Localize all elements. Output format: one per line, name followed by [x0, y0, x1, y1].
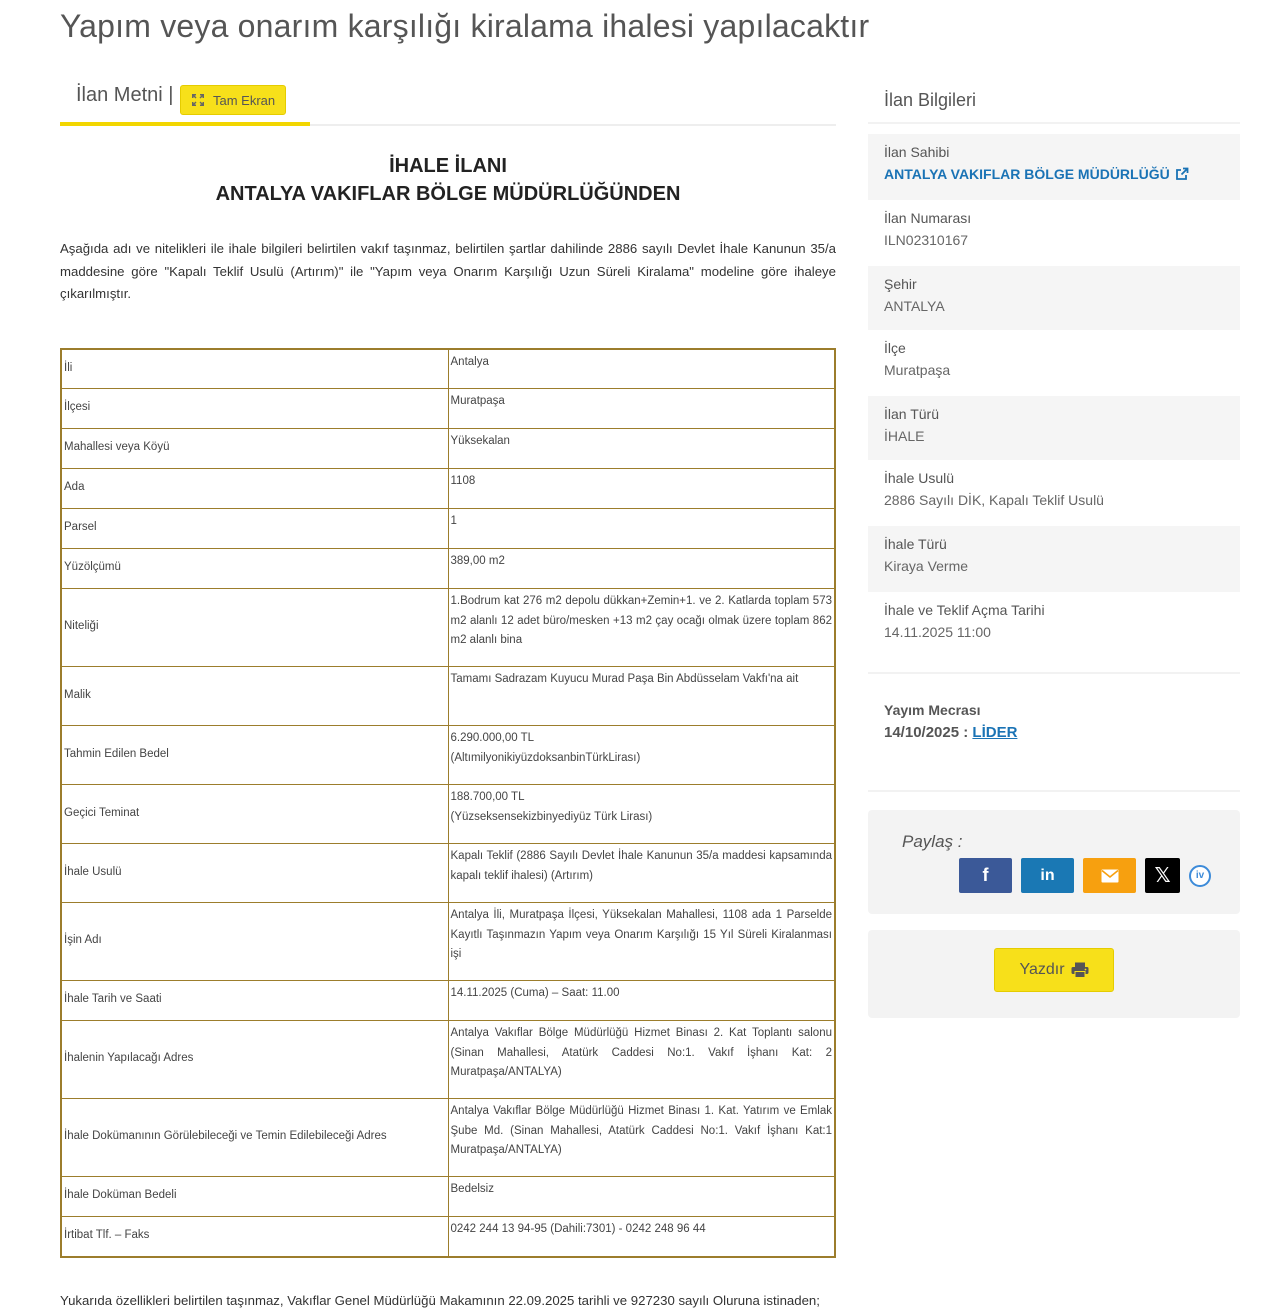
- announcement-panel: [60, 76, 836, 1311]
- table-row: [61, 844, 835, 903]
- page-title: Yapım veya onarım karşılığı kiralama ihalesi yapılacaktır: [60, 8, 870, 44]
- publication-date: 14/10/2025 :: [884, 724, 969, 741]
- row-value: Muratpaşa: [448, 389, 835, 429]
- row-label: İhale Tarih ve Saati: [61, 981, 448, 1021]
- share-label: Paylaş :: [902, 832, 963, 851]
- row-label: Ada: [61, 469, 448, 509]
- info-value: İHALE: [884, 428, 925, 444]
- table-row: [61, 549, 835, 589]
- row-value: Antalya İli, Muratpaşa İlçesi, Yüksekalan Mahallesi, 1108 ada 1 Parselde Kayıtlı Taşınmazın Yapım veya Onarım Karşılığı 15 Yıl Süreli Kiralanması işi: [448, 903, 835, 981]
- owner-link[interactable]: [884, 166, 1224, 182]
- linkedin-icon: in: [1040, 866, 1055, 884]
- linkedin-share-button[interactable]: [1021, 858, 1074, 893]
- info-value: ANTALYA: [884, 298, 945, 314]
- table-row: [61, 981, 835, 1021]
- row-value: 1: [448, 509, 835, 549]
- document-heading: [60, 152, 836, 208]
- row-label: İhale Dokümanının Görülebileceği ve Temin Edilebileceği Adres: [61, 1099, 448, 1177]
- table-row: [61, 469, 835, 509]
- sidebar-heading: İlan Bilgileri: [868, 76, 1240, 124]
- row-label: İşin Adı: [61, 903, 448, 981]
- info-label: İlan Numarası: [884, 210, 972, 226]
- owner-link-text: ANTALYA VAKIFLAR BÖLGE MÜDÜRLÜĞÜ: [884, 166, 1170, 182]
- info-item: [868, 592, 1240, 662]
- row-value: [448, 785, 835, 844]
- fullscreen-label: Tam Ekran: [213, 92, 276, 108]
- table-row: [61, 589, 835, 667]
- row-label: İhale Doküman Bedeli: [61, 1177, 448, 1217]
- row-label: İhale Usulü: [61, 844, 448, 903]
- row-value: Yüksekalan: [448, 429, 835, 469]
- facebook-share-button[interactable]: [959, 858, 1012, 893]
- external-link-icon: [1175, 167, 1189, 181]
- row-value-line2: (Yüzseksensekizbinyediyüz Türk Lirası): [450, 810, 653, 823]
- row-value: [448, 726, 835, 785]
- row-label: Malik: [61, 667, 448, 726]
- iv-icon: iv: [1195, 870, 1205, 881]
- table-row: [61, 349, 835, 389]
- document-heading-line1: İHALE İLANI: [389, 155, 507, 177]
- info-owner: [868, 134, 1240, 200]
- iv-share-button[interactable]: [1189, 865, 1211, 887]
- row-value: 1108: [448, 469, 835, 509]
- x-icon: 𝕏: [1154, 865, 1171, 887]
- row-label: İlçesi: [61, 389, 448, 429]
- table-row: [61, 1177, 835, 1217]
- table-row: [61, 509, 835, 549]
- share-box: [868, 810, 1240, 914]
- tab-bar: [60, 76, 836, 126]
- row-label: Niteliği: [61, 589, 448, 667]
- fullscreen-button[interactable]: [180, 85, 286, 115]
- table-row: [61, 1217, 835, 1257]
- table-row: [61, 1021, 835, 1099]
- row-label: Geçici Teminat: [61, 785, 448, 844]
- info-value: Muratpaşa: [884, 362, 951, 378]
- publication-row: [884, 724, 1224, 741]
- info-item: [868, 200, 1240, 266]
- print-label: Yazdır: [1019, 961, 1065, 978]
- tender-details-table: [60, 348, 836, 1258]
- table-row: [61, 1099, 835, 1177]
- row-value: 1.Bodrum kat 276 m2 depolu dükkan+Zemin+1. ve 2. Katlarda toplam 573 m2 alanlı 12 adet büro/mesken +13 m2 çay ocağı olmak üzere toplam 862 m2 alanlı bina: [448, 589, 835, 667]
- row-label: İli: [61, 349, 448, 389]
- email-share-button[interactable]: [1083, 858, 1136, 893]
- table-row: [61, 903, 835, 981]
- info-label: İhale Usulü: [884, 470, 955, 486]
- printer-icon: [1071, 962, 1089, 978]
- row-value: 0242 244 13 94-95 (Dahili:7301) - 0242 248 96 44: [448, 1217, 835, 1257]
- row-value: Bedelsiz: [448, 1177, 835, 1217]
- info-item: [868, 266, 1240, 330]
- share-buttons: [959, 858, 1211, 893]
- row-value: Kapalı Teklif (2886 Sayılı Devlet İhale Kanunun 35/a maddesi kapsamında kapalı teklif ihalesi) (Artırım): [448, 844, 835, 903]
- row-value-line2: (AltımilyonikiyüzdoksanbinTürkLirası): [450, 751, 641, 764]
- row-label: Yüzölçümü: [61, 549, 448, 589]
- table-row: [61, 667, 835, 726]
- info-label: İhale Türü: [884, 536, 947, 552]
- info-sidebar: [868, 76, 1240, 1018]
- info-value: 2886 Sayılı DİK, Kapalı Teklif Usulü: [884, 492, 1104, 508]
- info-item: [868, 330, 1240, 396]
- row-value: Antalya Vakıflar Bölge Müdürlüğü Hizmet Binası 1. Kat. Yatırım ve Emlak Şube Md. (Sinan Mahallesi, Atatürk Caddesi No:1. Vakıf İşhanı Kat:1 Muratpaşa/ANTALYA): [448, 1099, 835, 1177]
- row-value: Antalya: [448, 349, 835, 389]
- row-label: İhalenin Yapılacağı Adres: [61, 1021, 448, 1099]
- row-value: Antalya Vakıflar Bölge Müdürlüğü Hizmet Binası 2. Kat Toplantı salonu (Sinan Mahallesi, Atatürk Caddesi No:1. Vakıf İşhanı Kat: 2 Muratpaşa/ANTALYA): [448, 1021, 835, 1099]
- row-label: İrtibat Tlf. – Faks: [61, 1217, 448, 1257]
- intro-paragraph: Aşağıda adı ve nitelikleri ile ihale bilgileri belirtilen vakıf taşınmaz, belirtilen şartlar dahilinde 2886 sayılı Devlet İhale Kanunun 35/a maddesine göre "Kapalı Teklif Usulü (Artırım)" ile "Yapım veya Onarım Karşılığı Uzun Süreli Kiralama" modeline göre ihaleye çıkarılmıştır.: [60, 241, 836, 301]
- x-share-button[interactable]: [1145, 858, 1180, 893]
- facebook-icon: f: [982, 865, 989, 885]
- info-value: ILN02310167: [884, 232, 969, 248]
- row-label: Parsel: [61, 509, 448, 549]
- outro-paragraph: Yukarıda özellikleri belirtilen taşınmaz, Vakıflar Genel Müdürlüğü Makamının 22.09.2025 tarihli ve 927230 sayılı Oluruna istinaden;: [60, 1292, 820, 1308]
- info-item: [868, 526, 1240, 592]
- info-item: [868, 396, 1240, 460]
- info-value: 14.11.2025 11:00: [884, 624, 991, 640]
- expand-icon: [191, 93, 205, 107]
- info-label: İlan Türü: [884, 406, 939, 422]
- info-item: [868, 460, 1240, 526]
- publication-section: [868, 672, 1240, 792]
- info-value: Kiraya Verme: [884, 558, 969, 574]
- active-tab-indicator: [60, 122, 310, 126]
- table-row: [61, 429, 835, 469]
- table-row: [61, 785, 835, 844]
- publication-link[interactable]: LİDER: [972, 724, 1018, 741]
- row-value: Tamamı Sadrazam Kuyucu Murad Paşa Bin Abdüsselam Vakfı'na ait: [448, 667, 835, 726]
- tab-ilan-metni[interactable]: İlan Metni |: [76, 84, 174, 106]
- info-label: İhale ve Teklif Açma Tarihi: [884, 602, 1045, 618]
- info-owner-label: İlan Sahibi: [884, 144, 950, 160]
- row-value: 389,00 m2: [448, 549, 835, 589]
- row-label: Mahallesi veya Köyü: [61, 429, 448, 469]
- print-box: [868, 930, 1240, 1018]
- table-row: [61, 726, 835, 785]
- row-label: Tahmin Edilen Bedel: [61, 726, 448, 785]
- info-label: Şehir: [884, 276, 917, 292]
- document-heading-line2: ANTALYA VAKIFLAR BÖLGE MÜDÜRLÜĞÜNDEN: [215, 183, 681, 205]
- table-row: [61, 389, 835, 429]
- row-value-line1: 188.700,00 TL: [450, 791, 525, 803]
- row-value: 14.11.2025 (Cuma) – Saat: 11.00: [448, 981, 835, 1021]
- envelope-icon: [1101, 869, 1119, 883]
- info-label: İlçe: [884, 340, 906, 356]
- row-value-line1: 6.290.000,00 TL: [450, 732, 535, 744]
- print-button[interactable]: [994, 948, 1114, 992]
- publication-label: Yayım Mecrası: [884, 702, 981, 718]
